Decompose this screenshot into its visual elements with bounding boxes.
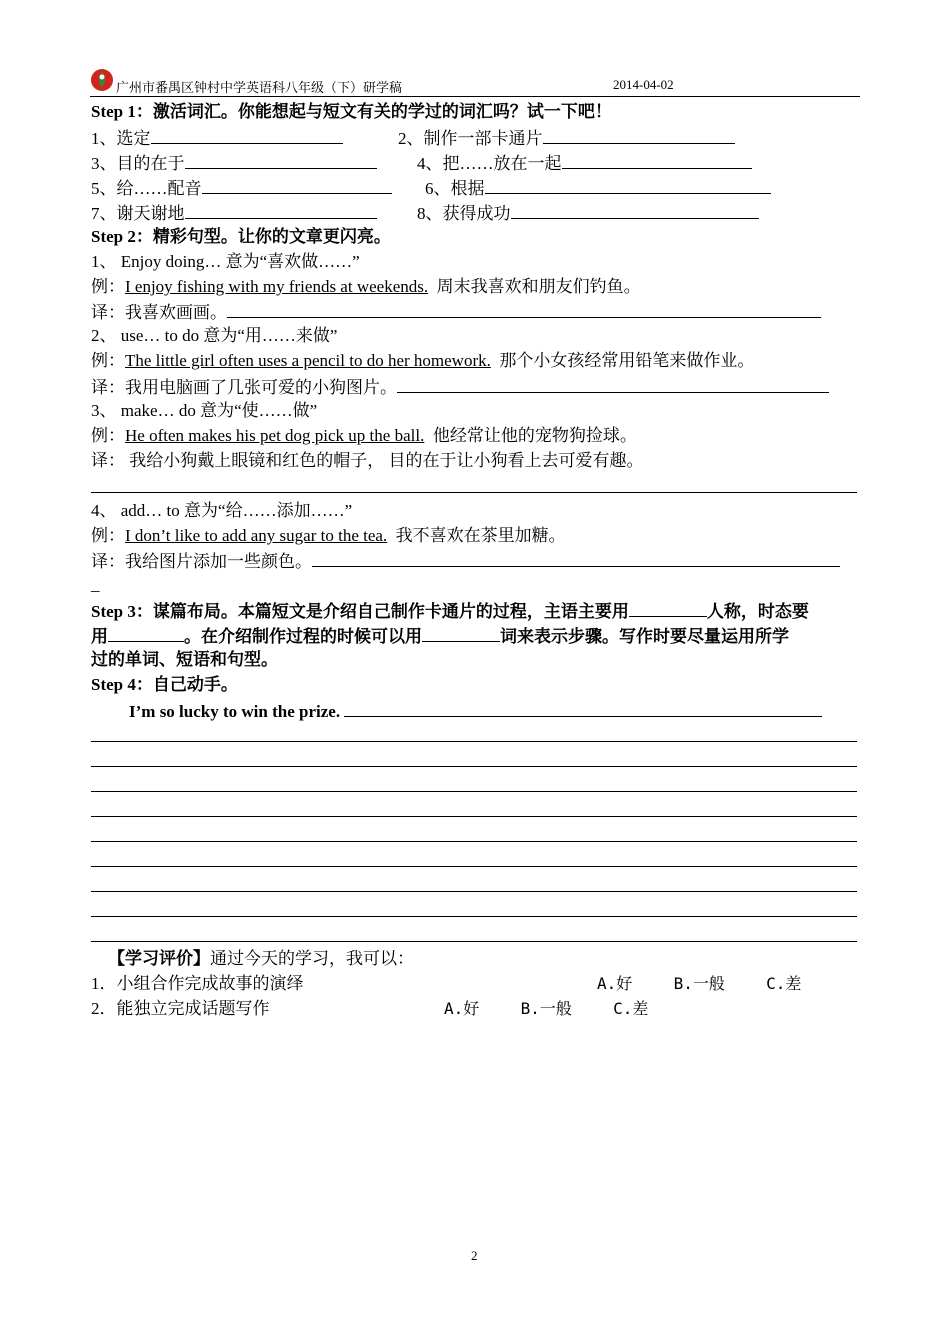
vocab-blank-3[interactable] xyxy=(185,152,377,169)
example-chinese: 他经常让他的宠物狗捡球。 xyxy=(432,426,637,445)
example-label: 例： xyxy=(91,426,125,445)
writing-line-6[interactable] xyxy=(91,866,857,867)
vocab-blank-8[interactable] xyxy=(511,202,759,219)
writing-prompt-line xyxy=(129,700,822,722)
step1-row-3b xyxy=(425,177,771,199)
option-a[interactable]: A.好 xyxy=(597,974,633,993)
person-blank[interactable] xyxy=(629,600,707,617)
step3-line-2 xyxy=(91,625,789,647)
example-chinese: 那个小女孩经常用铅笔来做作业。 xyxy=(499,351,755,370)
example-label: 例： xyxy=(91,351,125,370)
step3-line-3: 过的单词、短语和句型。 xyxy=(91,650,278,669)
step1-row-2b xyxy=(417,152,752,174)
evaluation-item-2 xyxy=(91,999,270,1019)
evaluation-intro: 通过今天的学习，我可以： xyxy=(210,949,414,968)
step1-row-4b xyxy=(417,202,759,224)
translate-prompt: 译：我给图片添加一些颜色。 xyxy=(91,552,312,571)
pattern-1-example xyxy=(91,277,641,297)
vocab-blank-4[interactable] xyxy=(562,152,752,169)
writing-blank-0[interactable] xyxy=(344,700,822,717)
evaluation-title: 【学习评价】 xyxy=(108,949,210,968)
option-c[interactable]: C.差 xyxy=(613,999,649,1018)
example-english: I enjoy fishing with my friends at weekends. xyxy=(125,277,429,296)
vocab-item-4: 4、把……放在一起 xyxy=(417,154,562,173)
step1-row-1b xyxy=(398,127,735,149)
writing-line-2[interactable] xyxy=(91,766,857,767)
evaluation-item-1 xyxy=(91,974,304,994)
writing-line-4[interactable] xyxy=(91,816,857,817)
example-english: The little girl often uses a pencil to do her homework. xyxy=(125,351,491,370)
pattern-2-translate xyxy=(91,376,829,398)
vocab-item-5: 5、给……配音 xyxy=(91,179,202,198)
writing-line-1[interactable] xyxy=(91,741,857,742)
vocab-blank-5[interactable] xyxy=(202,177,392,194)
writing-prompt: I’m so lucky to win the prize. xyxy=(129,702,341,721)
pattern-3-translate: 译： 我给小狗戴上眼镜和红色的帽子， 目的在于让小狗看上去可爱有趣。 xyxy=(91,451,644,470)
step1-row-2 xyxy=(91,152,377,174)
vocab-blank-1[interactable] xyxy=(151,127,343,144)
header-title: 广州市番禺区钟村中学英语科八年级（下）研学稿 xyxy=(116,80,403,95)
example-label: 例： xyxy=(91,277,125,296)
example-english: He often makes his pet dog pick up the ball. xyxy=(125,426,425,445)
evaluation-item-text: 2．能独立完成话题写作 xyxy=(91,999,270,1018)
example-label: 例： xyxy=(91,526,125,545)
step1-row-3 xyxy=(91,177,392,199)
school-logo-icon xyxy=(90,68,114,92)
tense-blank[interactable] xyxy=(108,625,184,642)
option-b[interactable]: B.一般 xyxy=(673,974,725,993)
vocab-item-2: 2、制作一部卡通片 xyxy=(398,129,543,148)
writing-line-5[interactable] xyxy=(91,841,857,842)
translate-prompt: 译：我喜欢画画。 xyxy=(91,303,227,322)
example-chinese: 周末我喜欢和朋友们钓鱼。 xyxy=(436,277,641,296)
step1-title: Step 1：激活词汇。你能想起与短文有关的学过的词汇吗？试一下吧！ xyxy=(91,102,612,121)
stray-underscore: _ xyxy=(91,575,100,594)
translate-blank-3[interactable] xyxy=(91,492,857,493)
step3-text-d: 。在介绍制作过程的时候可以用 xyxy=(184,627,422,646)
evaluation-item-1-options xyxy=(597,974,801,994)
pattern-1-head: 1、 Enjoy doing… 意为“喜欢做……” xyxy=(91,252,360,271)
option-a[interactable]: A.好 xyxy=(444,999,480,1018)
vocab-item-6: 6、根据 xyxy=(425,179,485,198)
step1-row-4 xyxy=(91,202,377,224)
step4-title: Step 4：自己动手。 xyxy=(91,675,238,694)
header-date: 2014-04-02 xyxy=(613,77,674,92)
writing-line-8[interactable] xyxy=(91,916,857,917)
page-number: 2 xyxy=(471,1248,478,1263)
step3-text-e: 词来表示步骤。写作时要尽量运用所学 xyxy=(500,627,789,646)
pattern-3-head: 3、 make… do 意为“使……做” xyxy=(91,401,318,420)
vocab-blank-6[interactable] xyxy=(485,177,771,194)
vocab-item-3: 3、目的在于 xyxy=(91,154,185,173)
writing-line-9[interactable] xyxy=(91,941,857,942)
example-english: I don’t like to add any sugar to the tea. xyxy=(125,526,388,545)
step3-text-c: 用 xyxy=(91,627,108,646)
evaluation-item-2-options xyxy=(444,999,648,1019)
pattern-1-translate xyxy=(91,301,821,323)
pattern-2-head: 2、 use… to do 意为“用……来做” xyxy=(91,326,338,345)
pattern-2-example xyxy=(91,351,754,371)
option-c[interactable]: C.差 xyxy=(766,974,802,993)
writing-line-7[interactable] xyxy=(91,891,857,892)
vocab-item-1: 1、选定 xyxy=(91,129,151,148)
evaluation-item-text: 1．小组合作完成故事的演绎 xyxy=(91,974,304,993)
translate-blank-4[interactable] xyxy=(312,550,840,567)
example-chinese: 我不喜欢在茶里加糖。 xyxy=(395,526,566,545)
translate-prompt: 译：我用电脑画了几张可爱的小狗图片。 xyxy=(91,378,397,397)
pattern-4-example xyxy=(91,526,566,546)
step3-line-1 xyxy=(91,600,809,622)
pattern-3-example xyxy=(91,426,637,446)
step3-text-b: 人称，时态要 xyxy=(706,602,809,621)
vocab-item-7: 7、谢天谢地 xyxy=(91,204,185,223)
step3-text-a: Step 3：谋篇布局。本篇短文是介绍自己制作卡通片的过程，主语主要用 xyxy=(91,602,629,621)
option-b[interactable]: B.一般 xyxy=(520,999,572,1018)
writing-line-3[interactable] xyxy=(91,791,857,792)
pattern-4-head: 4、 add… to 意为“给……添加……” xyxy=(91,501,353,520)
sequence-word-blank[interactable] xyxy=(422,625,500,642)
page-header xyxy=(90,68,860,97)
step2-title: Step 2：精彩句型。让你的文章更闪亮。 xyxy=(91,227,391,246)
evaluation-header xyxy=(108,949,414,969)
step1-row-1 xyxy=(91,127,343,149)
translate-blank-2[interactable] xyxy=(397,376,829,393)
pattern-4-translate xyxy=(91,550,840,572)
vocab-blank-7[interactable] xyxy=(185,202,377,219)
vocab-item-8: 8、获得成功 xyxy=(417,204,511,223)
vocab-blank-2[interactable] xyxy=(543,127,735,144)
translate-blank-1[interactable] xyxy=(227,301,821,318)
